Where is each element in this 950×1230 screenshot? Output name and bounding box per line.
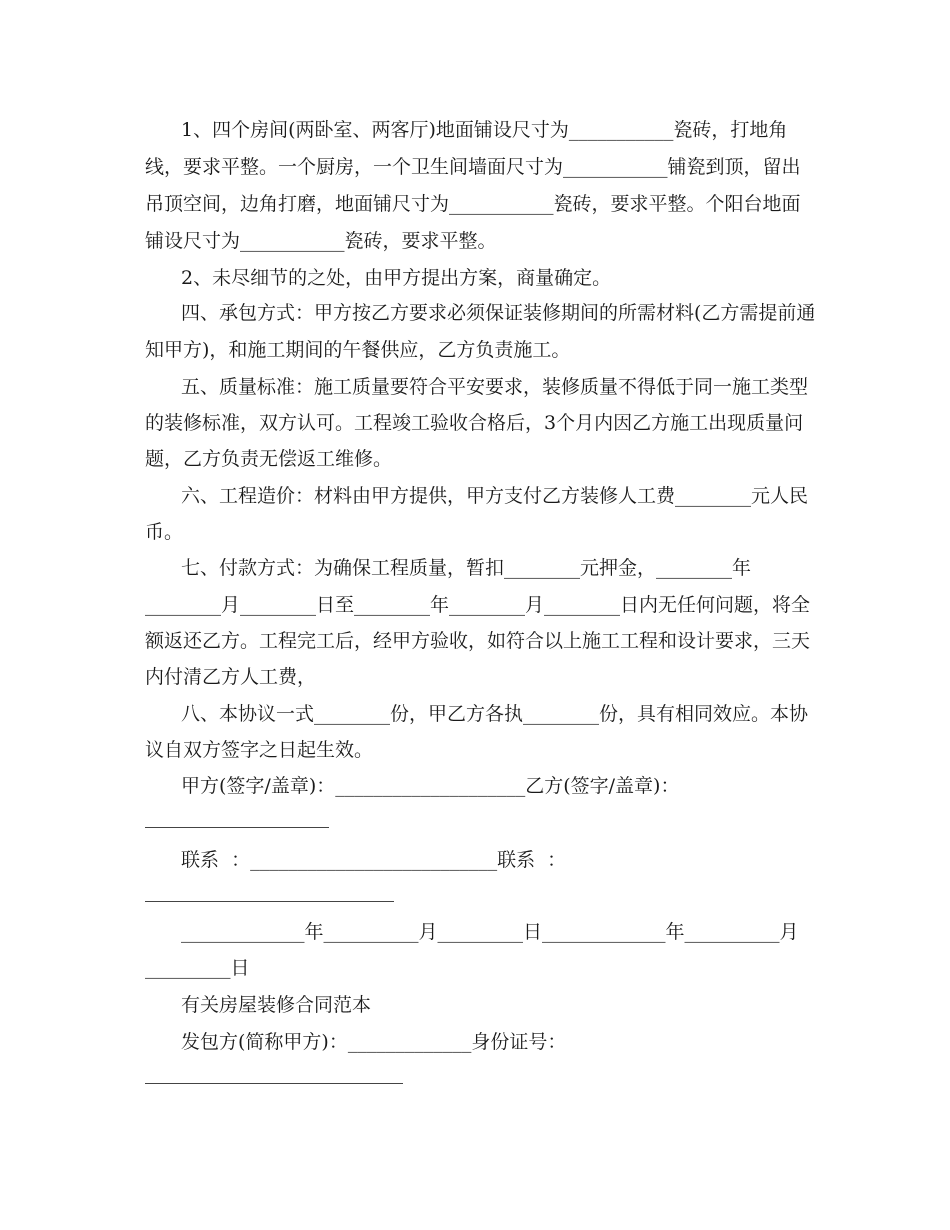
clause-1-line-2: 线，要求平整。一个厨房，一个卫生间墙面尺寸为___________铺瓷到顶，留出: [145, 156, 801, 178]
contact-blank: [145, 901, 394, 902]
clause-1-line-3: 吊顶空间，边角打磨，地面铺尺寸为___________瓷砖，要求平整。个阳台地面: [145, 193, 801, 215]
agreement-copies-line-1: 八、本协议一式________份，甲乙方各执________份，具有相同效应。本协: [181, 703, 809, 725]
signature-blank: [145, 827, 329, 828]
section-title: 有关房屋装修合同范本: [181, 994, 372, 1016]
contract-method-line-2: 知甲方)，和施工期间的午餐供应，乙方负责施工。: [145, 339, 571, 361]
quality-standard-line-2: 的装修标准，双方认可。工程竣工验收合格后，3个月内因乙方施工出现质量问: [145, 412, 804, 434]
contract-method-line-1: 四、承包方式：甲方按乙方要求必须保证装修期间的所需材料(乙方需提前通: [181, 302, 816, 324]
project-cost-line-2: 币。: [145, 521, 184, 543]
payment-method-line-1: 七、付款方式：为确保工程质量，暂扣________元押金，________年: [181, 557, 752, 579]
payment-method-line-4: 内付清乙方人工费，: [145, 666, 317, 688]
date-line-end: _________日: [145, 957, 250, 979]
date-line: _____________年__________月_________日_____________年__________月: [181, 921, 799, 943]
clause-1-line-1: 1、四个房间(两卧室、两客厅)地面铺设尺寸为___________瓷砖，打地角: [181, 119, 788, 141]
contractor-line: 发包方(简称甲方)：_____________身份证号：: [181, 1031, 567, 1053]
project-cost-line-1: 六、工程造价：材料由甲方提供，甲方支付乙方装修人工费________元人民: [181, 485, 809, 507]
quality-standard-line-3: 题，乙方负责无偿返工维修。: [145, 448, 393, 470]
agreement-copies-line-2: 议自双方签字之日起生效。: [145, 739, 374, 761]
contact-line: 联系 ：__________________________联系 ：: [181, 849, 567, 871]
clause-2-line-1: 2、未尽细节的之处，由甲方提出方案，商量确定。: [181, 267, 612, 289]
id-number-blank: [145, 1083, 403, 1084]
clause-1-line-4: 铺设尺寸为___________瓷砖，要求平整。: [145, 230, 497, 252]
quality-standard-line-1: 五、质量标准：施工质量要符合平安要求，装修质量不得低于同一施工类型: [181, 376, 809, 398]
signature-line: 甲方(签字/盖章)：____________________乙方(签字/盖章)：: [181, 775, 680, 797]
payment-method-line-2: ________月________日至________年________月________日内无任何问题，将全: [145, 594, 811, 616]
payment-method-line-3: 额返还乙方。工程完工后，经甲方验收，如符合以上施工工程和设计要求，三天: [145, 630, 811, 652]
